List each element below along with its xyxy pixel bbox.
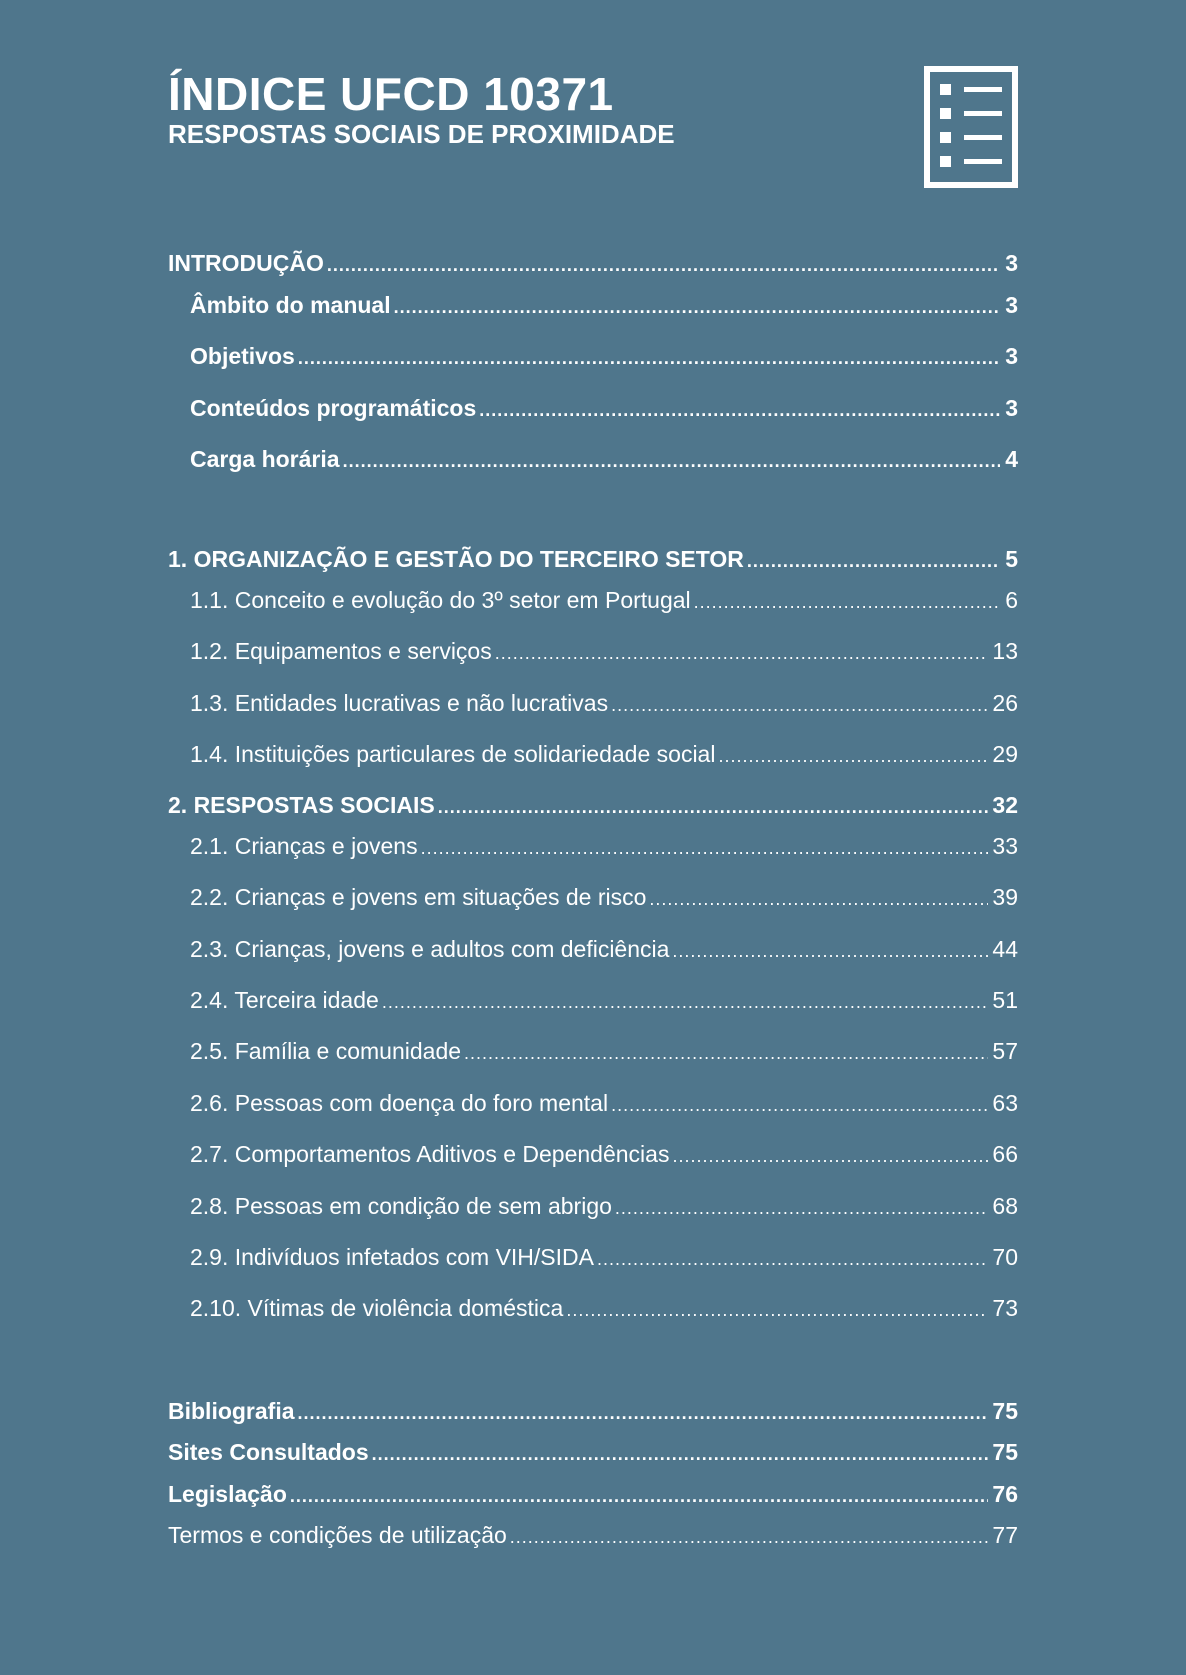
page-title: ÍNDICE UFCD 10371	[168, 68, 614, 120]
toc-entry-label: 2.10. Vítimas de violência doméstica	[190, 1295, 564, 1321]
toc-entry-label: 1.2. Equipamentos e serviços	[190, 638, 492, 664]
dot-leader	[372, 1439, 989, 1469]
index-header	[168, 66, 1018, 196]
toc-entry-page-number: 3	[1005, 292, 1018, 318]
toc-entry[interactable]	[190, 393, 1018, 425]
toc-entry-label: Termos e condições de utilização	[168, 1522, 507, 1548]
toc-entry-label: 1.3. Entidades lucrativas e não lucrativas	[190, 690, 609, 716]
toc-entry-label: Legislação	[168, 1481, 287, 1507]
toc-entry-page-number: 33	[992, 833, 1018, 859]
toc-entry[interactable]	[190, 1191, 1018, 1223]
toc-entry-page-number: 44	[992, 936, 1018, 962]
toc-entry[interactable]	[190, 290, 1018, 322]
toc-entry-label: 2.7. Comportamentos Aditivos e Dependências	[190, 1141, 670, 1167]
dot-leader	[343, 446, 1000, 476]
toc-entry-label: 2.8. Pessoas em condição de sem abrigo	[190, 1193, 612, 1219]
toc-entry[interactable]	[190, 444, 1018, 476]
toc-entry[interactable]	[168, 1479, 1018, 1511]
dot-leader	[611, 690, 988, 720]
dot-leader	[566, 1295, 988, 1325]
dot-leader	[747, 546, 1000, 576]
toc-entry-page-number: 32	[992, 792, 1018, 818]
toc-entry-page-number: 5	[1005, 546, 1018, 572]
dot-leader	[327, 250, 1000, 280]
toc-entry-label: Conteúdos programáticos	[190, 395, 477, 421]
dot-leader	[438, 792, 989, 822]
dot-leader	[421, 833, 989, 863]
toc-entry-label: Carga horária	[190, 446, 340, 472]
toc-entry-label: Bibliografia	[168, 1398, 295, 1424]
toc-entry-page-number: 75	[992, 1439, 1018, 1465]
toc-entry-label: 2.6. Pessoas com doença do foro mental	[190, 1090, 609, 1116]
toc-entry-label: 2.2. Crianças e jovens em situações de risco	[190, 884, 647, 910]
dot-leader	[597, 1244, 988, 1274]
toc-entry-label: INTRODUÇÃO	[168, 250, 324, 276]
dot-leader	[464, 1038, 988, 1068]
toc-entry[interactable]	[168, 248, 1018, 280]
dot-leader	[298, 343, 1000, 373]
dot-leader	[298, 1398, 989, 1428]
toc-entry-label: Objetivos	[190, 343, 295, 369]
toc-entry-page-number: 3	[1005, 250, 1018, 276]
toc-entry-page-number: 63	[992, 1090, 1018, 1116]
toc-entry[interactable]	[190, 341, 1018, 373]
dot-leader	[694, 587, 1000, 617]
toc-entry-page-number: 70	[992, 1244, 1018, 1270]
toc-entry[interactable]	[168, 544, 1018, 576]
page-subtitle: RESPOSTAS SOCIAIS DE PROXIMIDADE	[168, 119, 675, 149]
toc-entry-label: 2.3. Crianças, jovens e adultos com deficiência	[190, 936, 670, 962]
toc-entry-label: 1.4. Instituições particulares de solidariedade social	[190, 741, 716, 767]
toc-entry[interactable]	[190, 1293, 1018, 1325]
toc-entry[interactable]	[168, 790, 1018, 822]
toc-entry-page-number: 26	[992, 690, 1018, 716]
dot-leader	[382, 987, 989, 1017]
toc-entry-page-number: 3	[1005, 343, 1018, 369]
toc-entry-page-number: 29	[992, 741, 1018, 767]
toc-entry[interactable]	[190, 831, 1018, 863]
toc-entry-label: 2.4. Terceira idade	[190, 987, 379, 1013]
toc-entry[interactable]	[190, 1088, 1018, 1120]
toc-entry-page-number: 3	[1005, 395, 1018, 421]
toc-entry-page-number: 68	[992, 1193, 1018, 1219]
dot-leader	[615, 1193, 989, 1223]
toc-entry-label: 2. RESPOSTAS SOCIAIS	[168, 792, 435, 818]
toc-entry-page-number: 75	[992, 1398, 1018, 1424]
toc-entry-page-number: 4	[1005, 446, 1018, 472]
toc-entry[interactable]	[190, 688, 1018, 720]
toc-entry-label: Âmbito do manual	[190, 292, 391, 318]
toc-entry-page-number: 39	[992, 884, 1018, 910]
toc-entry[interactable]	[168, 1437, 1018, 1469]
dot-leader	[649, 884, 988, 914]
toc-entry-label: 1.1. Conceito e evolução do 3º setor em Portugal	[190, 587, 691, 613]
toc-entry[interactable]	[190, 882, 1018, 914]
toc-entry-page-number: 77	[992, 1522, 1018, 1548]
toc-entry[interactable]	[168, 1396, 1018, 1428]
toc-entry-page-number: 6	[1005, 587, 1018, 613]
toc-entry-label: 2.9. Indivíduos infetados com VIH/SIDA	[190, 1244, 594, 1270]
document-list-icon	[924, 66, 1018, 188]
toc-entry[interactable]	[190, 636, 1018, 668]
toc-entry[interactable]	[190, 1036, 1018, 1068]
toc-entry[interactable]	[190, 985, 1018, 1017]
toc-entry[interactable]	[190, 1139, 1018, 1171]
toc-entry[interactable]	[190, 934, 1018, 966]
toc-entry-label: 2.5. Família e comunidade	[190, 1038, 462, 1064]
toc-entry-label: 1. ORGANIZAÇÃO E GESTÃO DO TERCEIRO SETOR	[168, 546, 744, 572]
dot-leader	[672, 936, 988, 966]
toc-entry-page-number: 73	[992, 1295, 1018, 1321]
toc-entry[interactable]	[190, 1242, 1018, 1274]
dot-leader	[495, 638, 989, 668]
toc-entry-page-number: 51	[992, 987, 1018, 1013]
toc-entry[interactable]	[168, 1520, 1018, 1552]
toc-entry[interactable]	[190, 739, 1018, 771]
dot-leader	[510, 1522, 989, 1552]
toc-entry-page-number: 57	[992, 1038, 1018, 1064]
toc-entry-page-number: 66	[992, 1141, 1018, 1167]
dot-leader	[290, 1481, 989, 1511]
dot-leader	[718, 741, 988, 771]
toc-entry-label: 2.1. Crianças e jovens	[190, 833, 418, 859]
toc-entry-label: Sites Consultados	[168, 1439, 369, 1465]
dot-leader	[479, 395, 1000, 425]
dot-leader	[394, 292, 1000, 322]
toc-entry[interactable]	[190, 585, 1018, 617]
toc-entry-page-number: 76	[992, 1481, 1018, 1507]
toc-entry-page-number: 13	[992, 638, 1018, 664]
dot-leader	[611, 1090, 988, 1120]
dot-leader	[672, 1141, 988, 1171]
index-page	[168, 0, 1018, 1675]
